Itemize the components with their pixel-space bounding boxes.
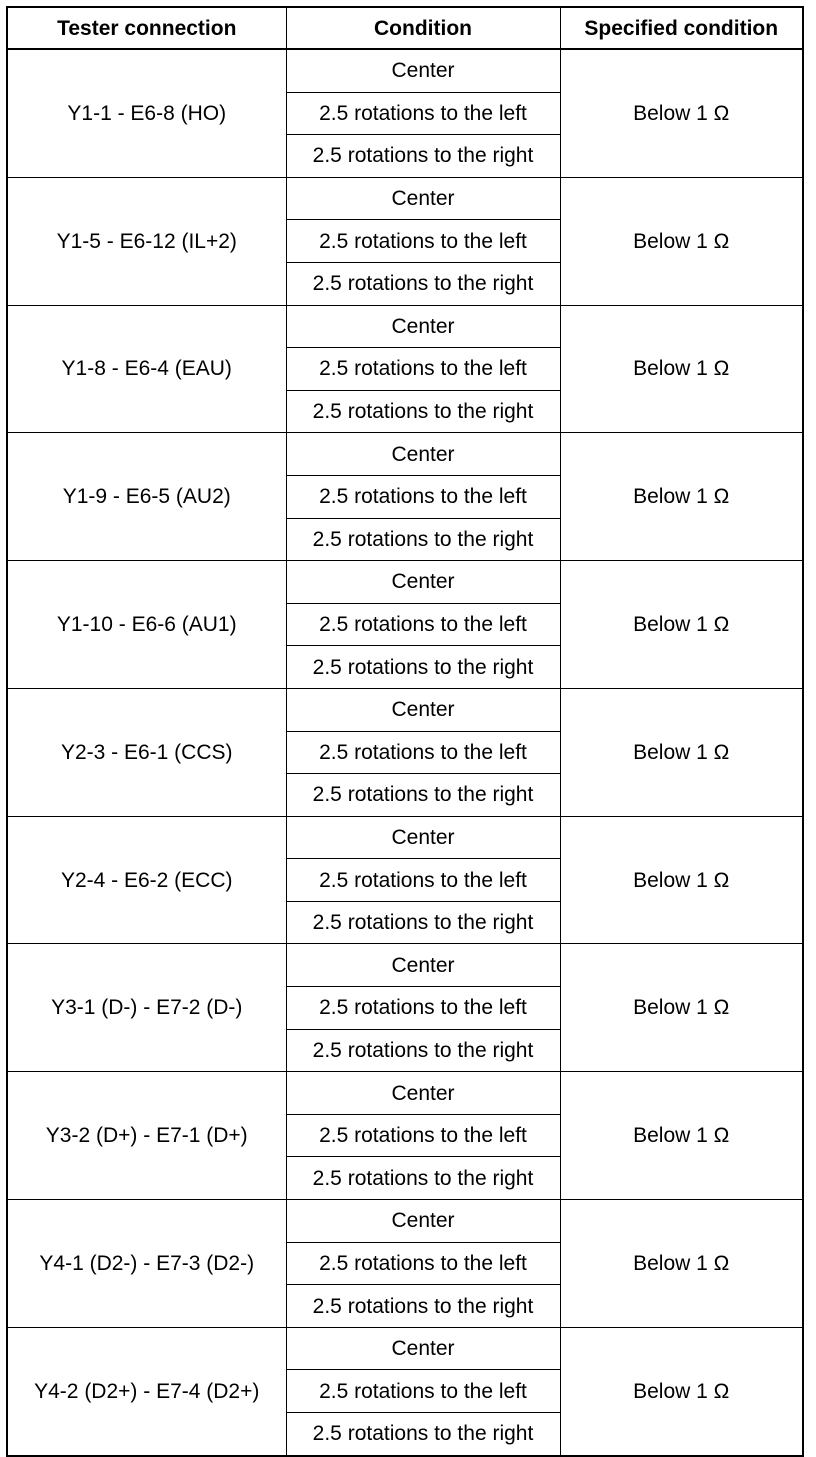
- condition-cell: Center: [286, 177, 560, 220]
- condition-cell: Center: [286, 688, 560, 731]
- specified-condition-cell: Below 1 Ω: [560, 944, 803, 1072]
- tester-connection-cell: Y1-5 - E6-12 (IL+2): [7, 177, 286, 305]
- condition-cell: Center: [286, 1327, 560, 1370]
- condition-cell: Center: [286, 433, 560, 476]
- specified-condition-cell: Below 1 Ω: [560, 561, 803, 689]
- specified-condition-cell: Below 1 Ω: [560, 816, 803, 944]
- condition-cell: 2.5 rotations to the right: [286, 262, 560, 305]
- tester-connection-cell: Y3-1 (D-) - E7-2 (D-): [7, 944, 286, 1072]
- condition-cell: 2.5 rotations to the left: [286, 1370, 560, 1413]
- header-specified-condition: Specified condition: [560, 7, 803, 49]
- table-row: [7, 49, 803, 92]
- table-row: [7, 688, 803, 731]
- header-row: [7, 7, 803, 49]
- specified-condition-cell: Below 1 Ω: [560, 688, 803, 816]
- condition-cell: 2.5 rotations to the right: [286, 1029, 560, 1072]
- specified-condition-cell: Below 1 Ω: [560, 433, 803, 561]
- table-row: [7, 561, 803, 604]
- table-row: [7, 305, 803, 348]
- condition-cell: 2.5 rotations to the left: [286, 859, 560, 902]
- condition-cell: Center: [286, 816, 560, 859]
- condition-cell: Center: [286, 561, 560, 604]
- specified-condition-cell: Below 1 Ω: [560, 1200, 803, 1328]
- condition-cell: 2.5 rotations to the left: [286, 1114, 560, 1157]
- condition-cell: 2.5 rotations to the left: [286, 92, 560, 135]
- tester-connection-cell: Y1-1 - E6-8 (HO): [7, 49, 286, 177]
- condition-cell: Center: [286, 1200, 560, 1243]
- condition-cell: 2.5 rotations to the right: [286, 774, 560, 817]
- condition-cell: 2.5 rotations to the left: [286, 220, 560, 263]
- tester-connection-table: [6, 6, 804, 1457]
- condition-cell: Center: [286, 49, 560, 92]
- table-row: [7, 1327, 803, 1370]
- specified-condition-cell: Below 1 Ω: [560, 305, 803, 433]
- table-row: [7, 1072, 803, 1115]
- condition-cell: 2.5 rotations to the right: [286, 1157, 560, 1200]
- condition-cell: 2.5 rotations to the right: [286, 646, 560, 689]
- condition-cell: 2.5 rotations to the right: [286, 1285, 560, 1328]
- table-row: [7, 1200, 803, 1243]
- tester-connection-cell: Y1-9 - E6-5 (AU2): [7, 433, 286, 561]
- header-condition: Condition: [286, 7, 560, 49]
- tester-connection-cell: Y4-2 (D2+) - E7-4 (D2+): [7, 1327, 286, 1455]
- condition-cell: 2.5 rotations to the right: [286, 518, 560, 561]
- condition-cell: 2.5 rotations to the left: [286, 603, 560, 646]
- tester-connection-cell: Y3-2 (D+) - E7-1 (D+): [7, 1072, 286, 1200]
- condition-cell: Center: [286, 305, 560, 348]
- table-row: [7, 944, 803, 987]
- tester-connection-cell: Y1-10 - E6-6 (AU1): [7, 561, 286, 689]
- condition-cell: 2.5 rotations to the right: [286, 135, 560, 178]
- condition-cell: 2.5 rotations to the left: [286, 731, 560, 774]
- tester-connection-cell: Y1-8 - E6-4 (EAU): [7, 305, 286, 433]
- tester-connection-cell: Y4-1 (D2-) - E7-3 (D2-): [7, 1200, 286, 1328]
- condition-cell: 2.5 rotations to the left: [286, 475, 560, 518]
- table-body: [7, 49, 803, 1456]
- table-row: [7, 816, 803, 859]
- table-row: [7, 177, 803, 220]
- header-tester-connection: Tester connection: [7, 7, 286, 49]
- table-row: [7, 433, 803, 476]
- condition-cell: 2.5 rotations to the right: [286, 901, 560, 944]
- condition-cell: 2.5 rotations to the right: [286, 1413, 560, 1456]
- specified-condition-cell: Below 1 Ω: [560, 1072, 803, 1200]
- condition-cell: 2.5 rotations to the right: [286, 390, 560, 433]
- table-header: [7, 7, 803, 49]
- tester-connection-cell: Y2-3 - E6-1 (CCS): [7, 688, 286, 816]
- specified-condition-cell: Below 1 Ω: [560, 177, 803, 305]
- specified-condition-cell: Below 1 Ω: [560, 49, 803, 177]
- condition-cell: Center: [286, 944, 560, 987]
- specified-condition-cell: Below 1 Ω: [560, 1327, 803, 1455]
- condition-cell: 2.5 rotations to the left: [286, 987, 560, 1030]
- condition-cell: Center: [286, 1072, 560, 1115]
- condition-cell: 2.5 rotations to the left: [286, 348, 560, 391]
- tester-connection-cell: Y2-4 - E6-2 (ECC): [7, 816, 286, 944]
- condition-cell: 2.5 rotations to the left: [286, 1242, 560, 1285]
